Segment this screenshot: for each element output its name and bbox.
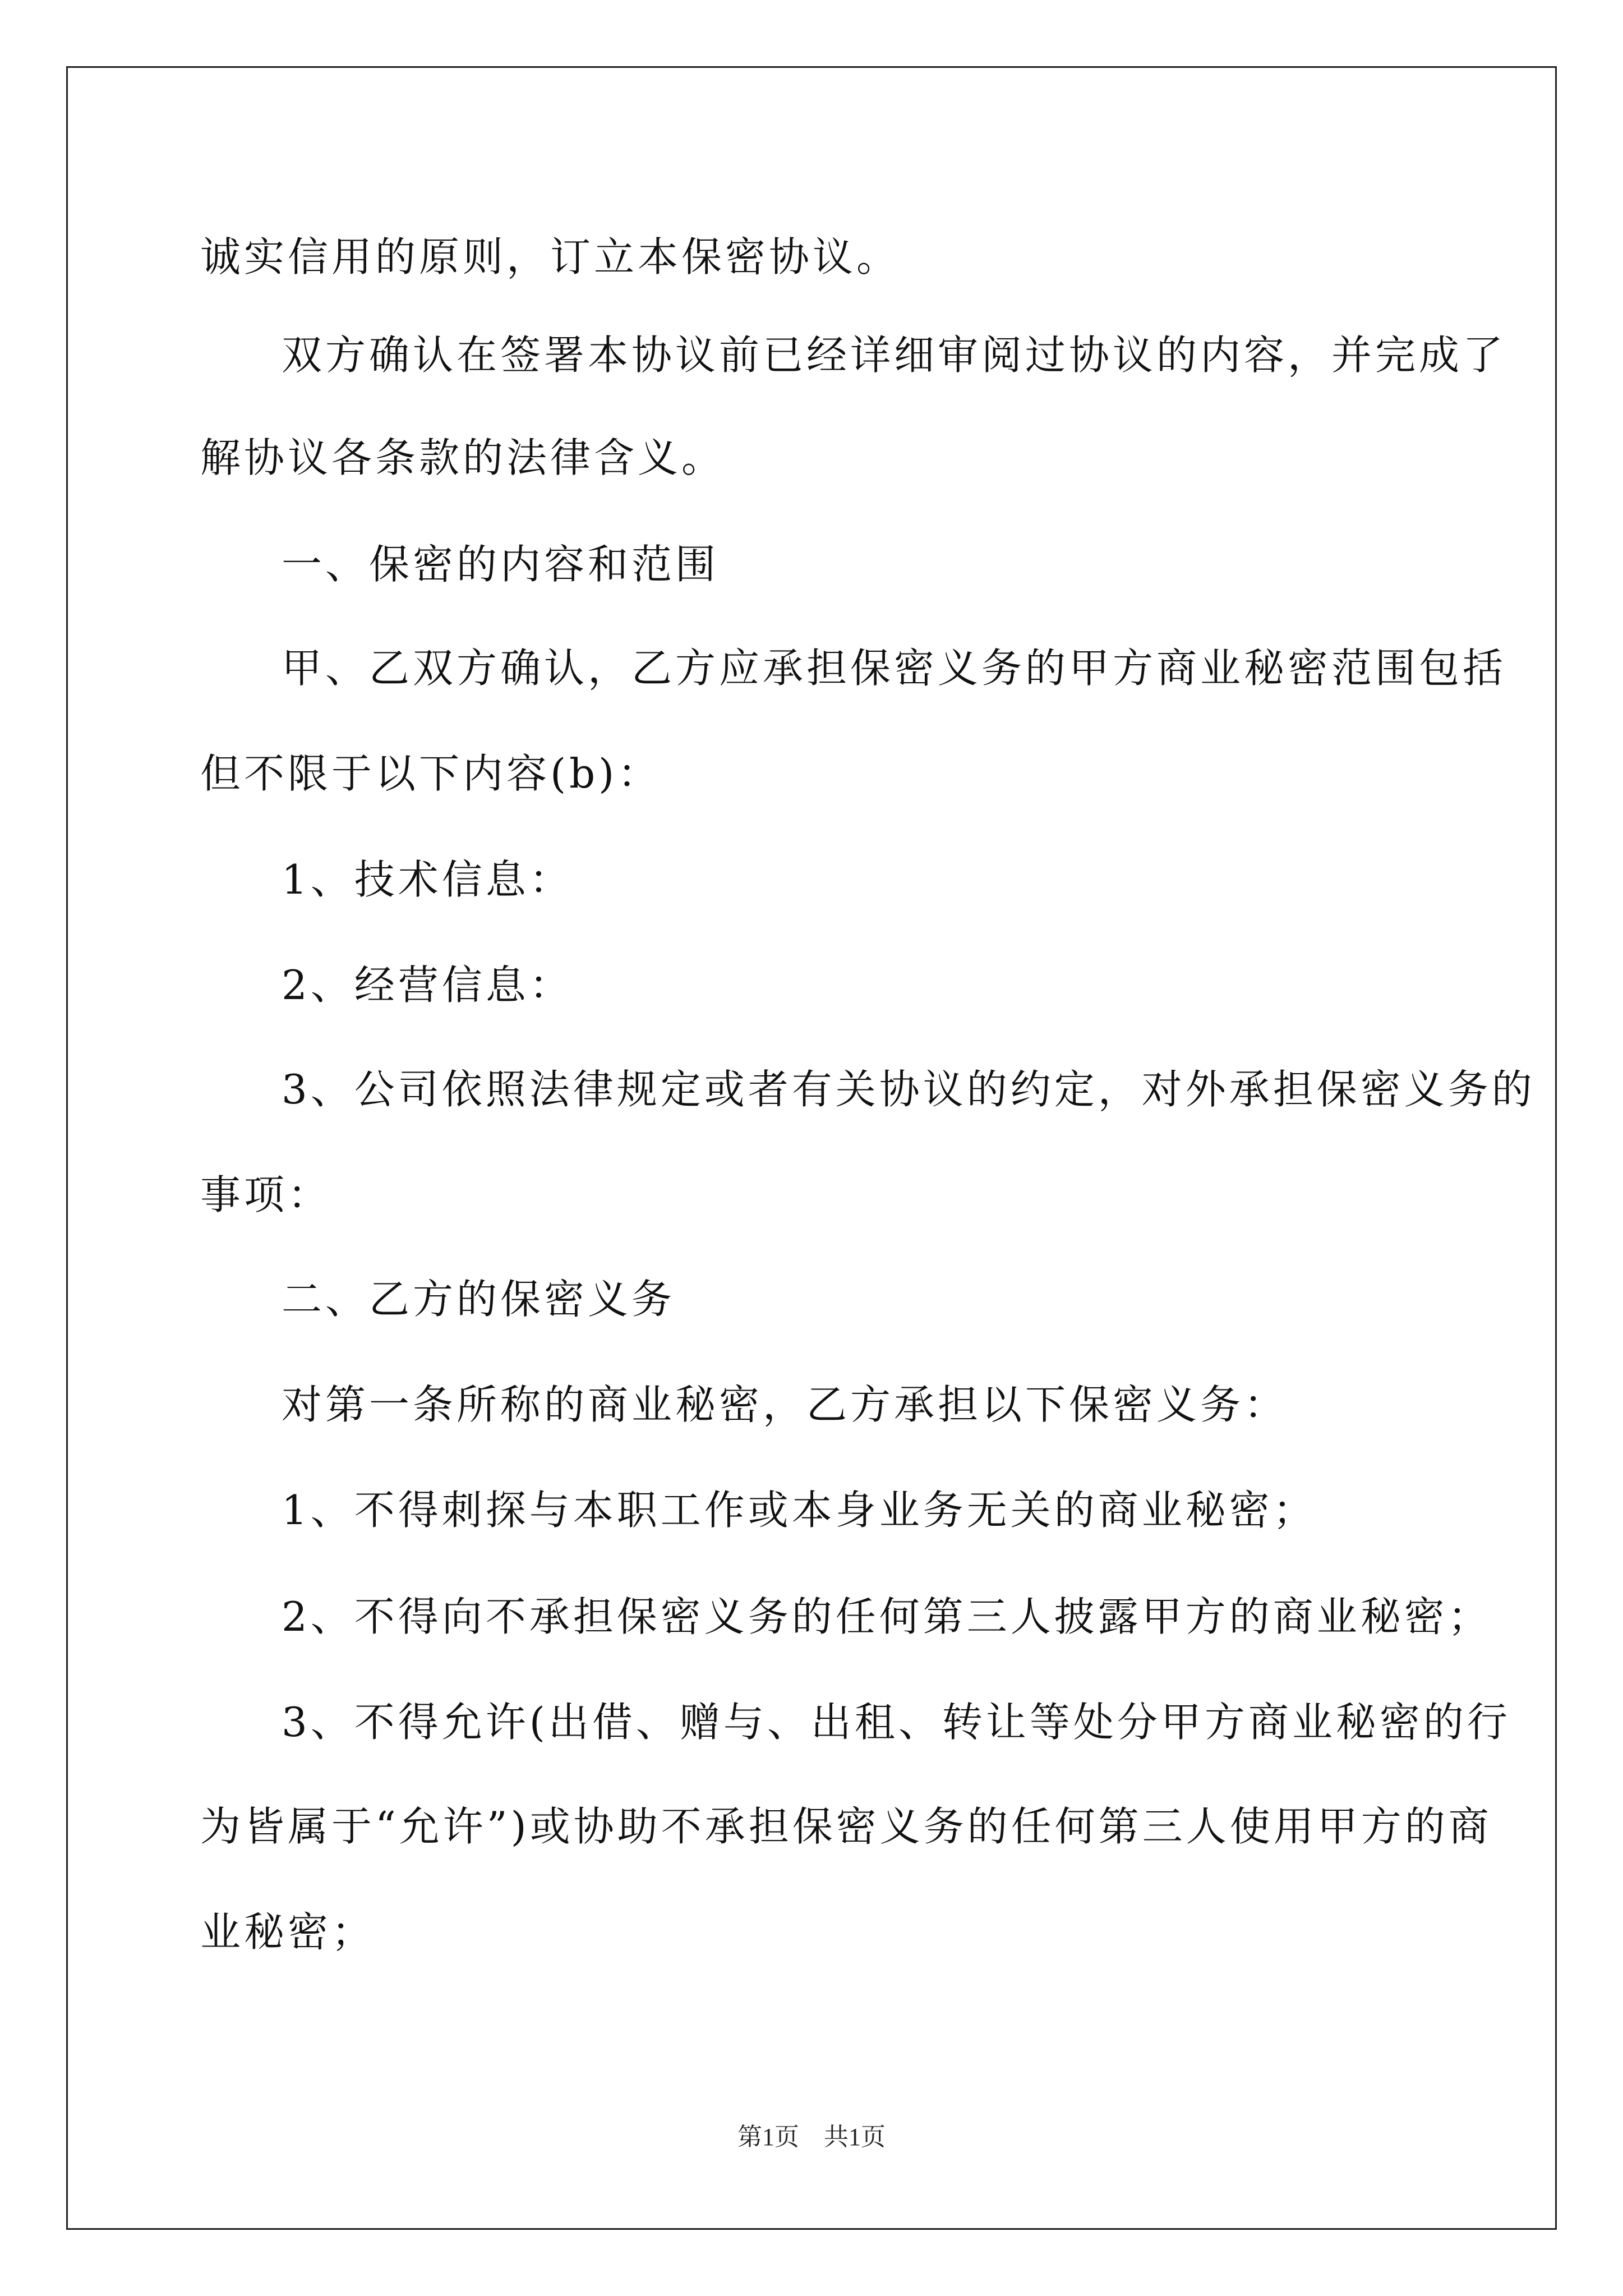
- text-line: 事项：: [200, 1171, 332, 1218]
- text-line: 业秘密；: [200, 1908, 376, 1955]
- list-item: 2、经营信息：: [282, 961, 573, 1009]
- page-border: [66, 66, 1557, 2230]
- list-item: 3、公司依照法律规定或者有关协议的约定，对外承担保密义务的: [282, 1066, 1536, 1113]
- text-line: 诚实信用的原则，订立本保密协议。: [200, 233, 901, 280]
- text-line: 为皆属于“允许”)或协助不承担保密义务的任何第三人使用甲方的商: [200, 1803, 1492, 1850]
- text-line: 解协议各条款的法律含义。: [200, 434, 726, 481]
- list-item: 1、不得刺探与本职工作或本身业务无关的商业秘密；: [282, 1487, 1317, 1534]
- list-item: 1、技术信息：: [282, 856, 573, 903]
- text-line: 但不限于以下内容(b)：: [200, 750, 662, 797]
- section-heading: 一、保密的内容和范围: [282, 541, 720, 588]
- section-heading: 二、乙方的保密义务: [282, 1276, 676, 1323]
- list-item: 3、不得允许(出借、赠与、出租、转让等处分甲方商业秘密的行: [282, 1699, 1511, 1746]
- text-line: 对第一条所称的商业秘密，乙方承担以下保密义务：: [282, 1381, 1288, 1428]
- page-footer: 第1页 共1页: [737, 2123, 886, 2151]
- text-line: 甲、乙双方确认，乙方应承担保密义务的甲方商业秘密范围包括: [282, 645, 1507, 692]
- text-line: 双方确认在签署本协议前已经详细审阅过协议的内容，并完成了: [282, 332, 1507, 379]
- list-item: 2、不得向不承担保密义务的任何第三人披露甲方的商业秘密；: [282, 1593, 1492, 1640]
